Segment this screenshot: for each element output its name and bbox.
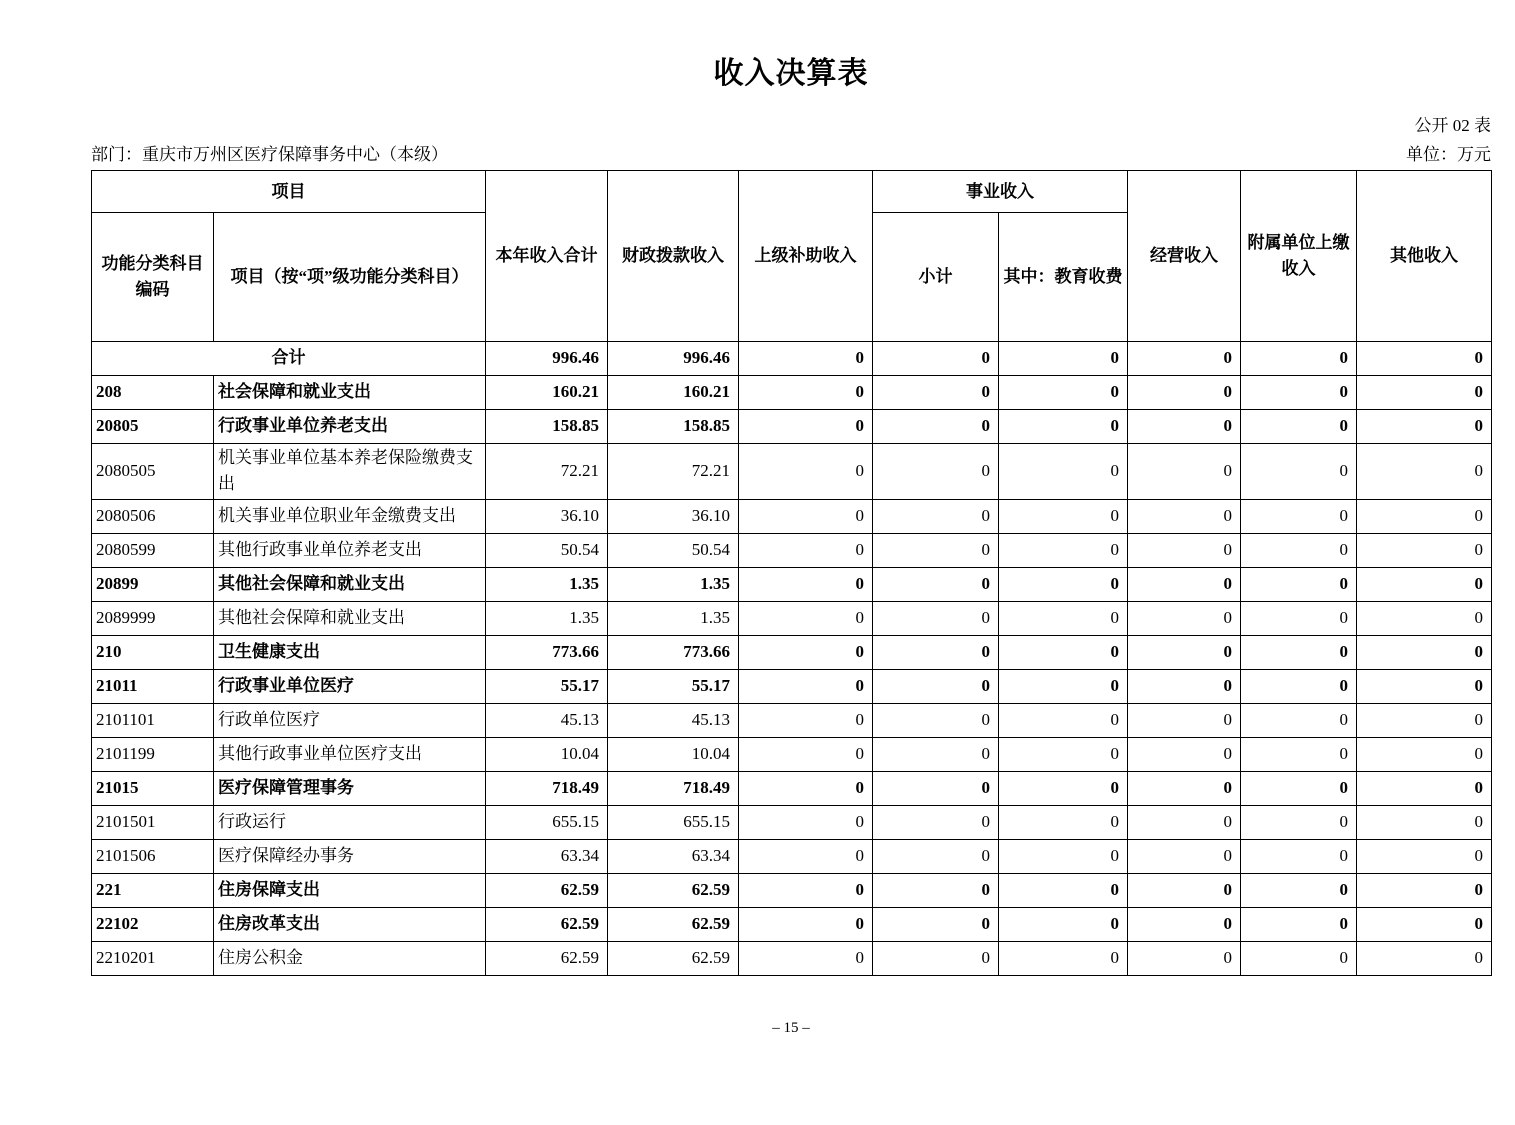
table-row [92, 907, 1492, 941]
cell-value: 0 [999, 499, 1128, 533]
header-item-group: 项目 [92, 170, 486, 212]
header-item-by-level: 项目（按“项”级功能分类科目） [214, 212, 486, 341]
cell-value: 10.04 [486, 737, 608, 771]
cell-value: 0 [873, 839, 999, 873]
cell-value: 0 [1128, 443, 1241, 499]
cell-value: 1.35 [608, 567, 739, 601]
cell-item-name: 医疗保障管理事务 [214, 771, 486, 805]
cell-item-name: 其他社会保障和就业支出 [214, 601, 486, 635]
cell-value: 0 [1128, 409, 1241, 443]
cell-value: 1.35 [486, 601, 608, 635]
cell-value: 0 [1128, 567, 1241, 601]
table-row [92, 737, 1492, 771]
table-row [92, 873, 1492, 907]
cell-value: 0 [873, 941, 999, 975]
table-row [92, 341, 1492, 375]
cell-value: 62.59 [486, 941, 608, 975]
cell-value: 0 [1128, 669, 1241, 703]
cell-item-name: 住房改革支出 [214, 907, 486, 941]
cell-value: 0 [739, 533, 873, 567]
cell-value: 0 [1128, 635, 1241, 669]
header-total-revenue: 本年收入合计 [486, 170, 608, 341]
cell-value: 0 [1241, 601, 1357, 635]
table-row [92, 941, 1492, 975]
cell-value: 0 [873, 375, 999, 409]
cell-value: 158.85 [608, 409, 739, 443]
cell-value: 0 [739, 635, 873, 669]
cell-value: 0 [1241, 567, 1357, 601]
cell-value: 0 [999, 669, 1128, 703]
table-row [92, 567, 1492, 601]
cell-value: 55.17 [608, 669, 739, 703]
cell-value: 0 [1241, 907, 1357, 941]
cell-item-name: 住房保障支出 [214, 873, 486, 907]
cell-value: 0 [1357, 907, 1492, 941]
cell-value: 0 [1128, 941, 1241, 975]
cell-function-code: 22102 [92, 907, 214, 941]
cell-item-name: 住房公积金 [214, 941, 486, 975]
cell-value: 0 [1357, 601, 1492, 635]
cell-value: 55.17 [486, 669, 608, 703]
cell-value: 0 [1357, 771, 1492, 805]
cell-item-name: 行政事业单位养老支出 [214, 409, 486, 443]
cell-value: 0 [739, 601, 873, 635]
cell-value: 45.13 [608, 703, 739, 737]
cell-value: 0 [1128, 375, 1241, 409]
cell-value: 0 [873, 737, 999, 771]
cell-function-code: 2080505 [92, 443, 214, 499]
cell-value: 0 [873, 601, 999, 635]
cell-value: 0 [1128, 703, 1241, 737]
cell-value: 0 [1128, 737, 1241, 771]
cell-value: 0 [1241, 669, 1357, 703]
cell-value: 0 [739, 805, 873, 839]
header-education-fee: 其中：教育收费 [999, 212, 1128, 341]
cell-value: 0 [873, 635, 999, 669]
cell-value: 0 [873, 771, 999, 805]
cell-function-code: 2089999 [92, 601, 214, 635]
cell-value: 0 [739, 409, 873, 443]
cell-value: 0 [999, 601, 1128, 635]
table-row [92, 601, 1492, 635]
cell-value: 0 [999, 341, 1128, 375]
cell-value: 1.35 [486, 567, 608, 601]
cell-value: 1.35 [608, 601, 739, 635]
cell-value: 0 [873, 907, 999, 941]
cell-value: 0 [739, 703, 873, 737]
cell-value: 10.04 [608, 737, 739, 771]
cell-item-name: 行政单位医疗 [214, 703, 486, 737]
cell-function-code: 210 [92, 635, 214, 669]
cell-value: 0 [1241, 499, 1357, 533]
cell-value: 0 [739, 341, 873, 375]
cell-value: 0 [999, 805, 1128, 839]
cell-function-code: 2210201 [92, 941, 214, 975]
cell-item-name: 医疗保障经办事务 [214, 839, 486, 873]
unit-label: 单位：万元 [1406, 145, 1491, 165]
cell-value: 0 [1357, 341, 1492, 375]
cell-value: 0 [999, 703, 1128, 737]
cell-value: 0 [1357, 409, 1492, 443]
cell-value: 0 [1128, 805, 1241, 839]
cell-value: 0 [1357, 635, 1492, 669]
cell-value: 996.46 [608, 341, 739, 375]
table-header-row-1 [92, 170, 1492, 212]
cell-value: 0 [873, 499, 999, 533]
cell-value: 0 [739, 499, 873, 533]
table-row [92, 375, 1492, 409]
cell-value: 0 [873, 533, 999, 567]
cell-value: 0 [1357, 567, 1492, 601]
cell-value: 0 [873, 567, 999, 601]
cell-value: 655.15 [486, 805, 608, 839]
cell-value: 0 [999, 409, 1128, 443]
cell-value: 0 [1128, 533, 1241, 567]
cell-item-name: 卫生健康支出 [214, 635, 486, 669]
cell-value: 0 [1241, 703, 1357, 737]
cell-value: 996.46 [486, 341, 608, 375]
cell-item-name: 行政事业单位医疗 [214, 669, 486, 703]
header-fiscal-appropriation: 财政拨款收入 [608, 170, 739, 341]
cell-value: 0 [1357, 941, 1492, 975]
cell-value: 62.59 [608, 941, 739, 975]
cell-value: 0 [1241, 409, 1357, 443]
document-page [91, 56, 1491, 1037]
cell-value: 62.59 [486, 873, 608, 907]
cell-value: 0 [1357, 669, 1492, 703]
cell-function-code: 21011 [92, 669, 214, 703]
cell-value: 0 [999, 635, 1128, 669]
cell-value: 0 [873, 443, 999, 499]
cell-item-name: 其他行政事业单位养老支出 [214, 533, 486, 567]
cell-value: 0 [1241, 533, 1357, 567]
cell-function-code: 20899 [92, 567, 214, 601]
cell-value: 0 [739, 737, 873, 771]
table-row [92, 499, 1492, 533]
cell-value: 0 [1241, 771, 1357, 805]
cell-value: 0 [739, 771, 873, 805]
cell-value: 655.15 [608, 805, 739, 839]
cell-value: 0 [1241, 873, 1357, 907]
cell-total-label: 合计 [92, 341, 486, 375]
cell-value: 0 [1357, 375, 1492, 409]
cell-item-name: 行政运行 [214, 805, 486, 839]
cell-value: 0 [1241, 443, 1357, 499]
cell-value: 0 [739, 873, 873, 907]
table-row [92, 703, 1492, 737]
cell-value: 72.21 [486, 443, 608, 499]
cell-function-code: 2101101 [92, 703, 214, 737]
cell-value: 45.13 [486, 703, 608, 737]
cell-value: 0 [1241, 341, 1357, 375]
cell-value: 62.59 [608, 907, 739, 941]
cell-value: 160.21 [608, 375, 739, 409]
cell-value: 0 [999, 443, 1128, 499]
department-label: 部门：重庆市万州区医疗保障事务中心（本级） [91, 145, 448, 165]
cell-value: 0 [873, 703, 999, 737]
cell-function-code: 2101199 [92, 737, 214, 771]
cell-value: 62.59 [486, 907, 608, 941]
table-row [92, 533, 1492, 567]
cell-value: 718.49 [486, 771, 608, 805]
cell-value: 0 [873, 341, 999, 375]
cell-value: 72.21 [608, 443, 739, 499]
cell-value: 0 [739, 907, 873, 941]
cell-value: 0 [739, 839, 873, 873]
cell-value: 0 [999, 533, 1128, 567]
cell-value: 0 [1357, 805, 1492, 839]
cell-value: 0 [1357, 839, 1492, 873]
cell-value: 0 [1241, 375, 1357, 409]
cell-value: 773.66 [608, 635, 739, 669]
cell-value: 160.21 [486, 375, 608, 409]
revenue-final-accounts-table [91, 170, 1492, 976]
cell-value: 0 [1128, 907, 1241, 941]
table-row [92, 839, 1492, 873]
cell-function-code: 221 [92, 873, 214, 907]
header-other-revenue: 其他收入 [1357, 170, 1492, 341]
cell-value: 0 [1128, 499, 1241, 533]
page-title: 收入决算表 [713, 57, 869, 90]
cell-value: 0 [1357, 533, 1492, 567]
cell-value: 50.54 [486, 533, 608, 567]
cell-function-code: 2080599 [92, 533, 214, 567]
cell-value: 0 [999, 567, 1128, 601]
public-table-label: 公开 02 表 [1414, 116, 1491, 135]
cell-value: 63.34 [608, 839, 739, 873]
cell-value: 0 [873, 409, 999, 443]
cell-value: 0 [999, 873, 1128, 907]
cell-item-name: 机关事业单位职业年金缴费支出 [214, 499, 486, 533]
cell-item-name: 社会保障和就业支出 [214, 375, 486, 409]
cell-value: 0 [1357, 499, 1492, 533]
cell-function-code: 2101506 [92, 839, 214, 873]
cell-value: 0 [999, 839, 1128, 873]
header-operating-revenue: 经营收入 [1128, 170, 1241, 341]
cell-value: 36.10 [486, 499, 608, 533]
header-superior-subsidy: 上级补助收入 [739, 170, 873, 341]
cell-value: 0 [1357, 737, 1492, 771]
cell-value: 0 [873, 805, 999, 839]
cell-value: 63.34 [486, 839, 608, 873]
meta-row [91, 145, 1491, 165]
cell-value: 0 [1241, 737, 1357, 771]
cell-value: 0 [1357, 873, 1492, 907]
table-row [92, 805, 1492, 839]
cell-value: 0 [1128, 873, 1241, 907]
header-business-revenue-group: 事业收入 [873, 170, 1128, 212]
header-affiliated-unit-payment: 附属单位上缴收入 [1241, 170, 1357, 341]
cell-value: 0 [1357, 443, 1492, 499]
table-row [92, 443, 1492, 499]
cell-value: 0 [999, 907, 1128, 941]
cell-item-name: 机关事业单位基本养老保险缴费支出 [214, 443, 486, 499]
cell-function-code: 2080506 [92, 499, 214, 533]
cell-value: 0 [739, 567, 873, 601]
cell-value: 0 [1241, 805, 1357, 839]
cell-value: 0 [1128, 601, 1241, 635]
cell-value: 36.10 [608, 499, 739, 533]
cell-value: 0 [739, 375, 873, 409]
cell-value: 0 [1128, 839, 1241, 873]
cell-value: 0 [873, 873, 999, 907]
cell-value: 0 [739, 669, 873, 703]
cell-value: 0 [1241, 635, 1357, 669]
table-row [92, 669, 1492, 703]
header-function-code: 功能分类科目编码 [92, 212, 214, 341]
cell-function-code: 2101501 [92, 805, 214, 839]
cell-value: 0 [999, 941, 1128, 975]
cell-value: 0 [1241, 839, 1357, 873]
cell-value: 0 [1128, 771, 1241, 805]
cell-value: 0 [739, 443, 873, 499]
table-row [92, 771, 1492, 805]
cell-value: 158.85 [486, 409, 608, 443]
cell-function-code: 208 [92, 375, 214, 409]
cell-value: 0 [1357, 703, 1492, 737]
cell-value: 718.49 [608, 771, 739, 805]
cell-value: 0 [999, 771, 1128, 805]
cell-value: 0 [739, 941, 873, 975]
cell-value: 773.66 [486, 635, 608, 669]
page-number: – 15 – [772, 1019, 810, 1036]
cell-value: 0 [999, 737, 1128, 771]
table-row [92, 409, 1492, 443]
cell-value: 62.59 [608, 873, 739, 907]
cell-value: 50.54 [608, 533, 739, 567]
cell-function-code: 21015 [92, 771, 214, 805]
cell-item-name: 其他行政事业单位医疗支出 [214, 737, 486, 771]
header-business-subtotal: 小计 [873, 212, 999, 341]
table-row [92, 635, 1492, 669]
cell-item-name: 其他社会保障和就业支出 [214, 567, 486, 601]
cell-function-code: 20805 [92, 409, 214, 443]
cell-value: 0 [999, 375, 1128, 409]
cell-value: 0 [873, 669, 999, 703]
cell-value: 0 [1128, 341, 1241, 375]
cell-value: 0 [1241, 941, 1357, 975]
